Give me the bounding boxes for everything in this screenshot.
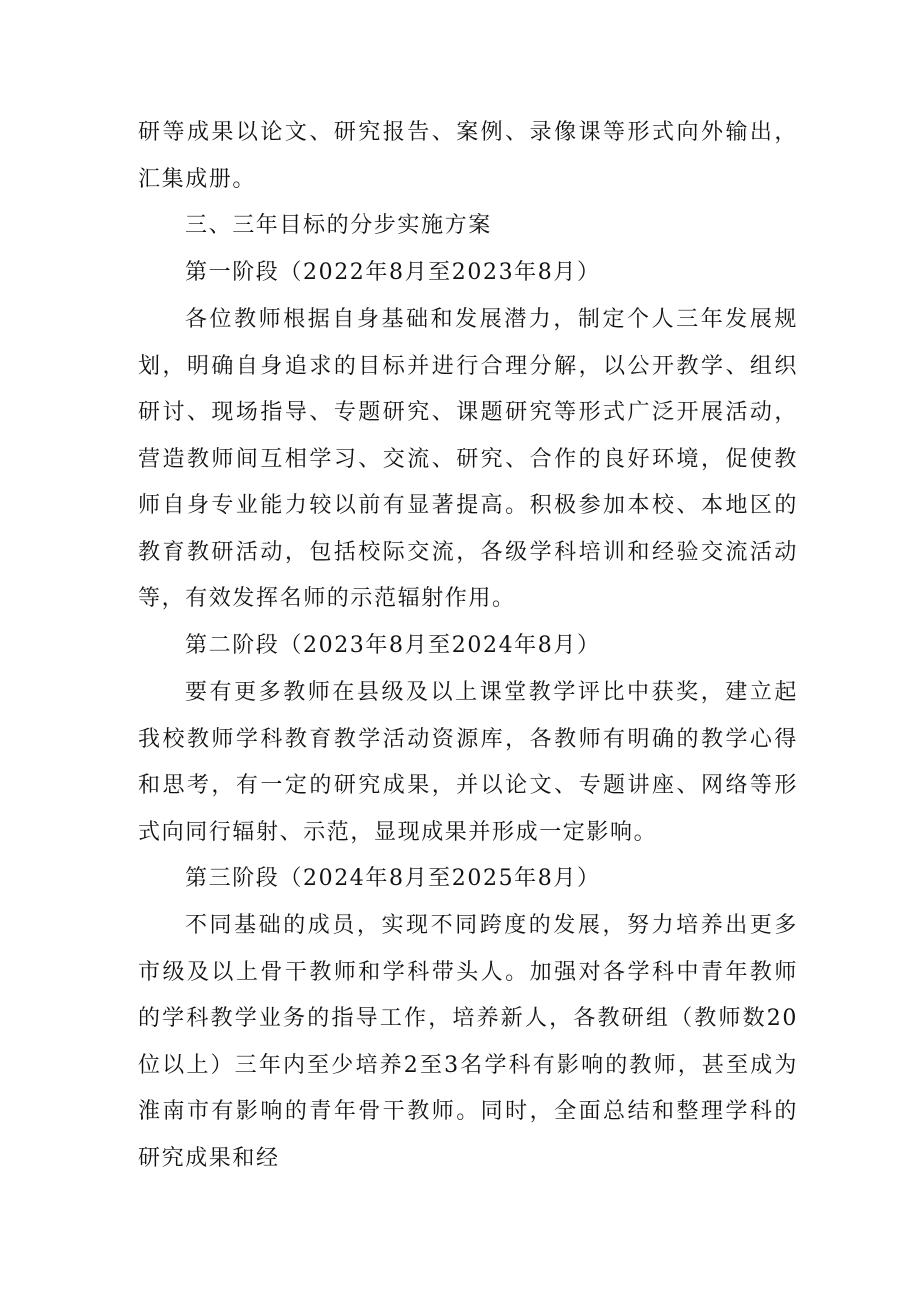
- stage-2-title: 第二阶段（2023年8月至2024年8月）: [185, 633, 601, 658]
- stage-3-title: 第三阶段（2024年8月至2025年8月）: [185, 866, 601, 891]
- stage-3-body: 不同基础的成员，实现不同跨度的发展，努力培养出更多市级及以上骨干教师和学科带头人。加强对各学科中青年教师的学科教学业务的指导工作，培养新人，各教研组（教师数20位以上）三年内至少培养2至3名学科有影响的教师，甚至成为淮南市有影响的青年骨干教师。同时，全面总结和整理学科的研究成果和经: [138, 913, 798, 1171]
- section-heading: 三、三年目标的分步实施方案: [185, 213, 492, 238]
- stage-1-title: 第一阶段（2022年8月至2023年8月）: [185, 260, 601, 285]
- stage-2-body: 要有更多教师在县级及以上课堂教学评比中获奖，建立起我校教师学科教育教学活动资源库，各教师有明确的教学心得和思考，有一定的研究成果，并以论文、专题讲座、网络等形式向同行辐射、示范，显现成果并形成一定影响。: [138, 680, 798, 845]
- continuation-paragraph: 研等成果以论文、研究报告、案例、录像课等形式向外输出，汇集成册。: [138, 120, 798, 192]
- stage-1-body: 各位教师根据自身基础和发展潜力，制定个人三年发展规划，明确自身追求的目标并进行合理分解，以公开教学、组织研讨、现场指导、专题研究、课题研究等形式广泛开展活动，营造教师间互相学习、交流、研究、合作的良好环境，促使教师自身专业能力较以前有显著提高。积极参加本校、本地区的教育教研活动，包括校际交流，各级学科培训和经验交流活动等，有效发挥名师的示范辐射作用。: [138, 307, 798, 611]
